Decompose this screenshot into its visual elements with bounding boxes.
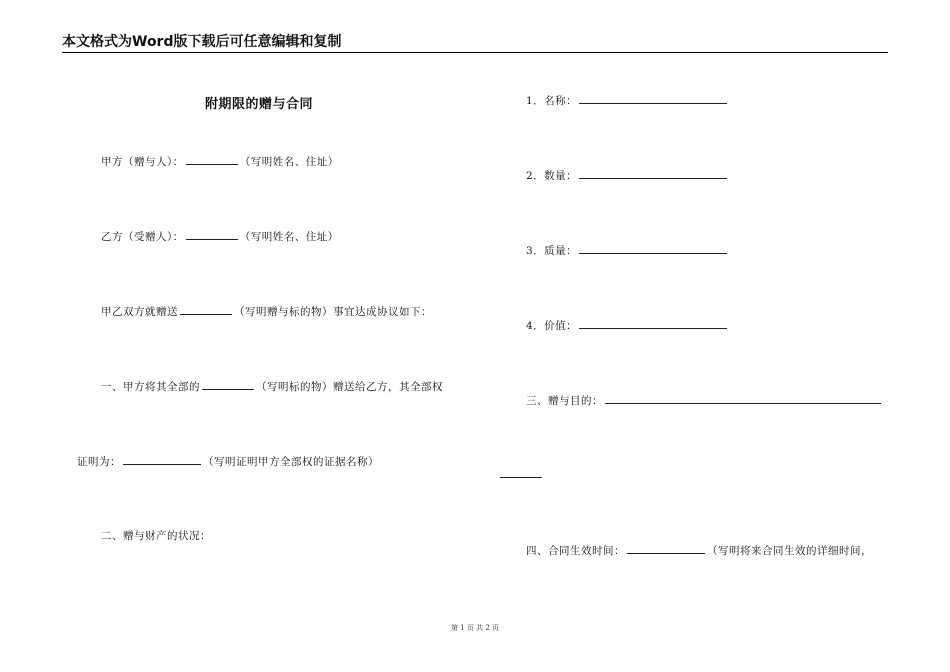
item-value-label: 4．价值：: [526, 320, 578, 332]
page-number: 第 1 页 共 2 页: [450, 624, 500, 632]
party-b-line: [101, 229, 339, 244]
clause-four-suffix: （写明将来合同生效的详细时间，: [707, 545, 872, 557]
item-name-label: 1．名称：: [526, 95, 578, 107]
clause-one-prefix: 一、甲方将其全部的: [101, 381, 200, 393]
party-a-line: [101, 154, 339, 169]
item-quantity-line: [526, 168, 729, 183]
item-quantity-blank: [579, 168, 727, 179]
proof-line: [77, 454, 379, 469]
agreement-line: [101, 304, 432, 319]
clause-one-suffix: （写明标的物）赠送给乙方，其全部权: [256, 381, 443, 393]
header-text: 本文格式为Word版下载后可任意编辑和复制: [62, 34, 342, 50]
item-quality-label: 3．质量：: [526, 245, 578, 257]
clause-four-prefix: 四、合同生效时间：: [526, 545, 625, 557]
party-a-label: 甲方（赠与人）：: [101, 156, 184, 168]
item-name-line: [526, 93, 729, 108]
party-a-blank: [186, 154, 238, 165]
item-quality-line: [526, 243, 729, 258]
document-title: 附期限的赠与合同: [205, 97, 314, 112]
item-quality-blank: [579, 243, 727, 254]
purpose-line: [526, 393, 883, 408]
effective-date-blank: [627, 543, 705, 554]
document-header: [62, 34, 888, 53]
agreement-prefix: 甲乙双方就赠送: [101, 306, 178, 318]
clause-four-line: [526, 543, 872, 558]
purpose-continuation-line: [500, 477, 542, 478]
party-b-label: 乙方（受赠人）：: [101, 231, 184, 243]
item-quantity-label: 2．数量：: [526, 170, 578, 182]
agreement-suffix: （写明赠与标的物）事宜达成协议如下：: [234, 306, 432, 318]
clause-one-blank: [202, 379, 254, 390]
proof-blank: [123, 454, 201, 465]
party-b-note: （写明姓名、住址）: [239, 231, 339, 243]
proof-prefix: 证明为：: [77, 456, 121, 468]
party-a-note: （写明姓名、住址）: [239, 156, 339, 168]
clause-two-text: 二、赠与财产的状况：: [101, 530, 211, 542]
item-value-blank: [579, 318, 727, 329]
proof-suffix: （写明证明甲方全部权的证据名称）: [203, 456, 379, 468]
clause-two-line: [101, 529, 211, 543]
item-value-line: [526, 318, 729, 333]
purpose-blank: [605, 393, 881, 404]
gift-object-blank: [180, 304, 232, 315]
party-b-blank: [186, 229, 238, 240]
item-name-blank: [579, 93, 727, 104]
purpose-label: 三、赠与目的：: [526, 395, 603, 407]
clause-one-line: [101, 379, 443, 394]
